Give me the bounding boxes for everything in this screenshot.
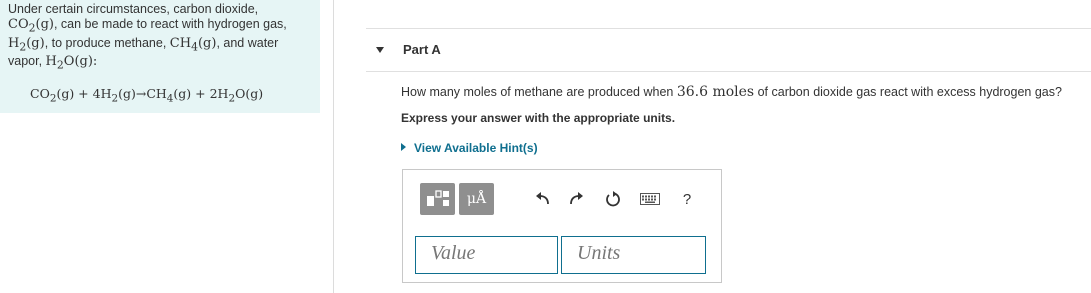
view-hints-link[interactable] <box>401 141 538 155</box>
question-text: How many moles of methane are produced when 36.6 moles of carbon dioxide gas react with excess hydrogen gas? <box>401 84 1062 100</box>
value-input[interactable]: Value <box>415 236 558 274</box>
answer-input-box <box>402 169 722 283</box>
chemical-equation: $CO_2(g) + 4H_2(g)\to CH_4(g) + 2H_2O(g)$ <box>30 85 264 105</box>
part-a-header[interactable] <box>366 28 1091 72</box>
undo-button[interactable] <box>531 183 555 215</box>
help-icon: ? <box>682 190 692 208</box>
keyboard-button[interactable] <box>635 183 665 215</box>
answer-instruction: Express your answer with the appropriate units. <box>401 111 676 125</box>
intro-line-2: $CO_2(g)$, can be made to react with hydrogen gas, <box>8 17 287 35</box>
math-toolbar <box>413 183 703 215</box>
panel-divider <box>333 0 334 293</box>
hint-label: View Available Hint(s) <box>414 141 538 155</box>
intro-line-4: vapor, $H_2O(g)$: <box>8 54 98 72</box>
units-input[interactable]: Units <box>561 236 706 274</box>
help-button[interactable] <box>675 183 699 215</box>
redo-icon <box>568 191 584 207</box>
units-icon: μÅ <box>466 191 487 207</box>
units-button[interactable] <box>459 183 494 215</box>
templates-button[interactable] <box>420 183 455 215</box>
reset-icon <box>605 191 621 207</box>
expand-triangle-icon <box>401 143 406 151</box>
h2o-formula: $H_2O(g)$: <box>45 54 98 72</box>
collapse-triangle-icon[interactable] <box>376 47 384 53</box>
co2-formula: $CO_2(g)$ <box>8 17 54 35</box>
intro-line-1: Under certain circumstances, carbon dioxide, <box>8 2 259 16</box>
problem-intro-panel <box>0 0 320 113</box>
ch4-formula: $CH_4(g)$ <box>169 35 217 54</box>
h2-formula: $H_2(g)$ <box>8 35 45 54</box>
question-amount: 36.6 moles <box>676 84 755 100</box>
reset-button[interactable] <box>601 183 625 215</box>
keyboard-icon <box>640 193 660 205</box>
templates-icon <box>426 189 450 209</box>
intro-line-3: $H_2(g)$, to produce methane, $CH_4(g)$, and water <box>8 35 279 54</box>
undo-icon <box>535 191 551 207</box>
part-title: Part A <box>403 42 441 57</box>
redo-button[interactable] <box>564 183 588 215</box>
